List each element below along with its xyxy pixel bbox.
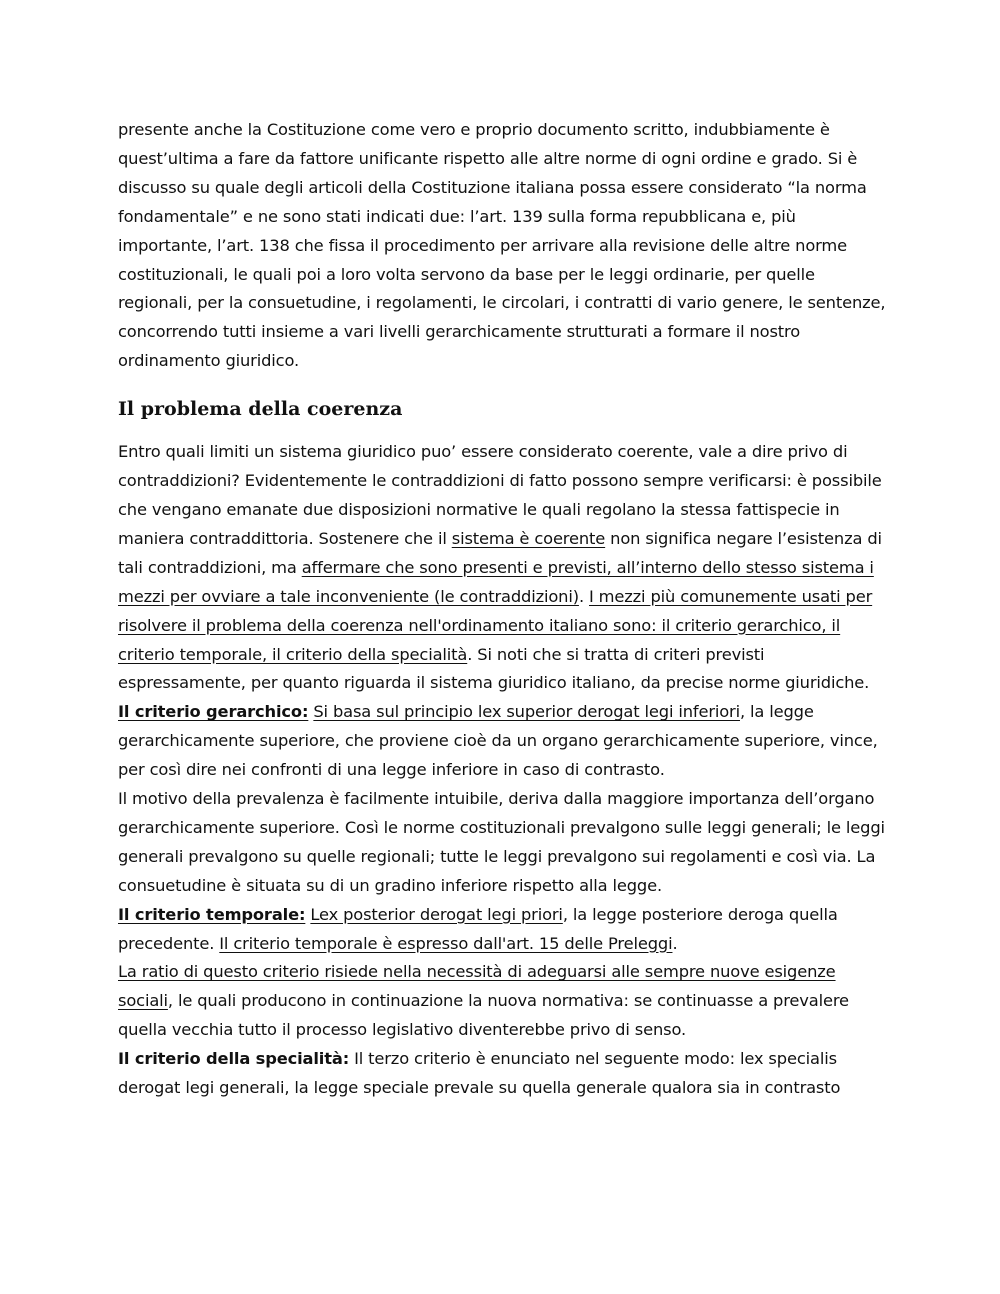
temporale-underline-3: La ratio di questo criterio risiede nella necessità di adeguarsi alle sempre nuove esigenze sociali — [118, 962, 836, 1011]
gerarchico-underline-1: Si basa sul principio lex superior derogat legi inferiori — [313, 702, 740, 722]
gerarchico-text-1: , la legge gerarchicamente superiore, che proviene cioè da un organo gerarchicamente superiore, vince, per così dire nei confronti di una legge inferiore in caso di contrasto. — [118, 702, 878, 780]
coerenza-underline-1: sistema è coerente — [451, 528, 606, 548]
temporale-paragraph-2 — [118, 958, 888, 1045]
coerenza-underline-2: affermare che sono presenti e previsti, all’interno dello stesso sistema i mezzi per ovviare a tale inconveniente (le contraddizioni) — [118, 557, 874, 606]
coerenza-underline-3: I mezzi più comunemente usati per risolvere il problema della coerenza nell'ordinamento italiano sono: il criterio gerarchico, il criterio temporale, il criterio della specialità — [118, 586, 873, 664]
specialita-text-1: Il terzo criterio è enunciato nel seguente modo: lex specialis derogat legi generali, la legge speciale prevale su quella generale qualora sia in contrasto — [118, 1049, 841, 1098]
coerenza-text-3: . — [578, 586, 589, 606]
document-page — [118, 116, 888, 1103]
intro-paragraph: presente anche la Costituzione come vero e proprio documento scritto, indubbiamente è quest’ultima a fare da fattore unificante rispetto alle altre norme di ogni ordine e grado. Si è discusso su quale degli articoli della Costituzione italiana possa essere considerato “la norma fondamentale” e ne sono stati indicati due: l’art. 139 sulla forma repubblicana e, più importante, l’art. 138 che fissa il procedimento per arrivare alla revisione delle altre norme costituzionali, le quali poi a loro volta servono da base per le leggi ordinarie, per quelle regionali, per la consuetudine, i regolamenti, le circolari, i contratti di vario genere, le sentenze, concorrendo tutti insieme a vari livelli gerarchicamente strutturati a formare il nostro ordinamento giuridico. — [118, 120, 886, 371]
specialita-label: Il criterio della specialità: — [118, 1049, 350, 1069]
temporale-paragraph — [118, 901, 888, 959]
gerarchico-paragraph-2: Il motivo della prevalenza è facilmente intuibile, deriva dalla maggiore importanza dell’organo gerarchicamente superiore. Così le norme costituzionali prevalgono sulle leggi generali; le leggi generali prevalgono su quelle regionali; tutte le leggi prevalgono sui regolamenti e così via. La consuetudine è situata su di un gradino inferiore rispetto alla legge. — [118, 789, 885, 895]
temporale-text-2: . — [672, 933, 678, 953]
temporale-underline-1: Lex posterior derogat legi priori — [310, 904, 563, 924]
temporale-underline-2: Il criterio temporale è espresso dall'art. 15 delle Preleggi — [219, 933, 673, 953]
temporale-text-1: , la legge posteriore deroga quella precedente. — [118, 904, 838, 953]
coerenza-text-2: non significa negare l’esistenza di tali contraddizioni, ma — [118, 528, 882, 577]
coerenza-text-1: Entro quali limiti un sistema giuridico puo’ essere considerato coerente, vale a dire privo di contraddizioni? Evidentemente le contraddizioni di fatto possono sempre verificarsi: è possibile che vengano emanate due disposizioni normative le quali regolano la stessa fattispecie in maniera contraddittoria. Sostenere che il — [118, 442, 882, 548]
coerenza-text-4: . Si noti che si tratta di criteri previsti espressamente, per quanto riguarda il sistema giuridico italiano, da precise norme giuridiche. — [118, 644, 870, 693]
section-heading: Il problema della coerenza — [118, 398, 403, 421]
temporale-label: Il criterio temporale: — [118, 904, 306, 924]
specialita-paragraph — [118, 1045, 888, 1103]
temporale-text-3: , le quali producono in continuazione la nuova normativa: se continuasse a prevalere quella vecchia tutto il processo legislativo diventerebbe privo di senso. — [118, 991, 849, 1040]
gerarchico-paragraph — [118, 698, 888, 785]
coerenza-paragraph — [118, 438, 888, 698]
gerarchico-label: Il criterio gerarchico: — [118, 702, 309, 722]
